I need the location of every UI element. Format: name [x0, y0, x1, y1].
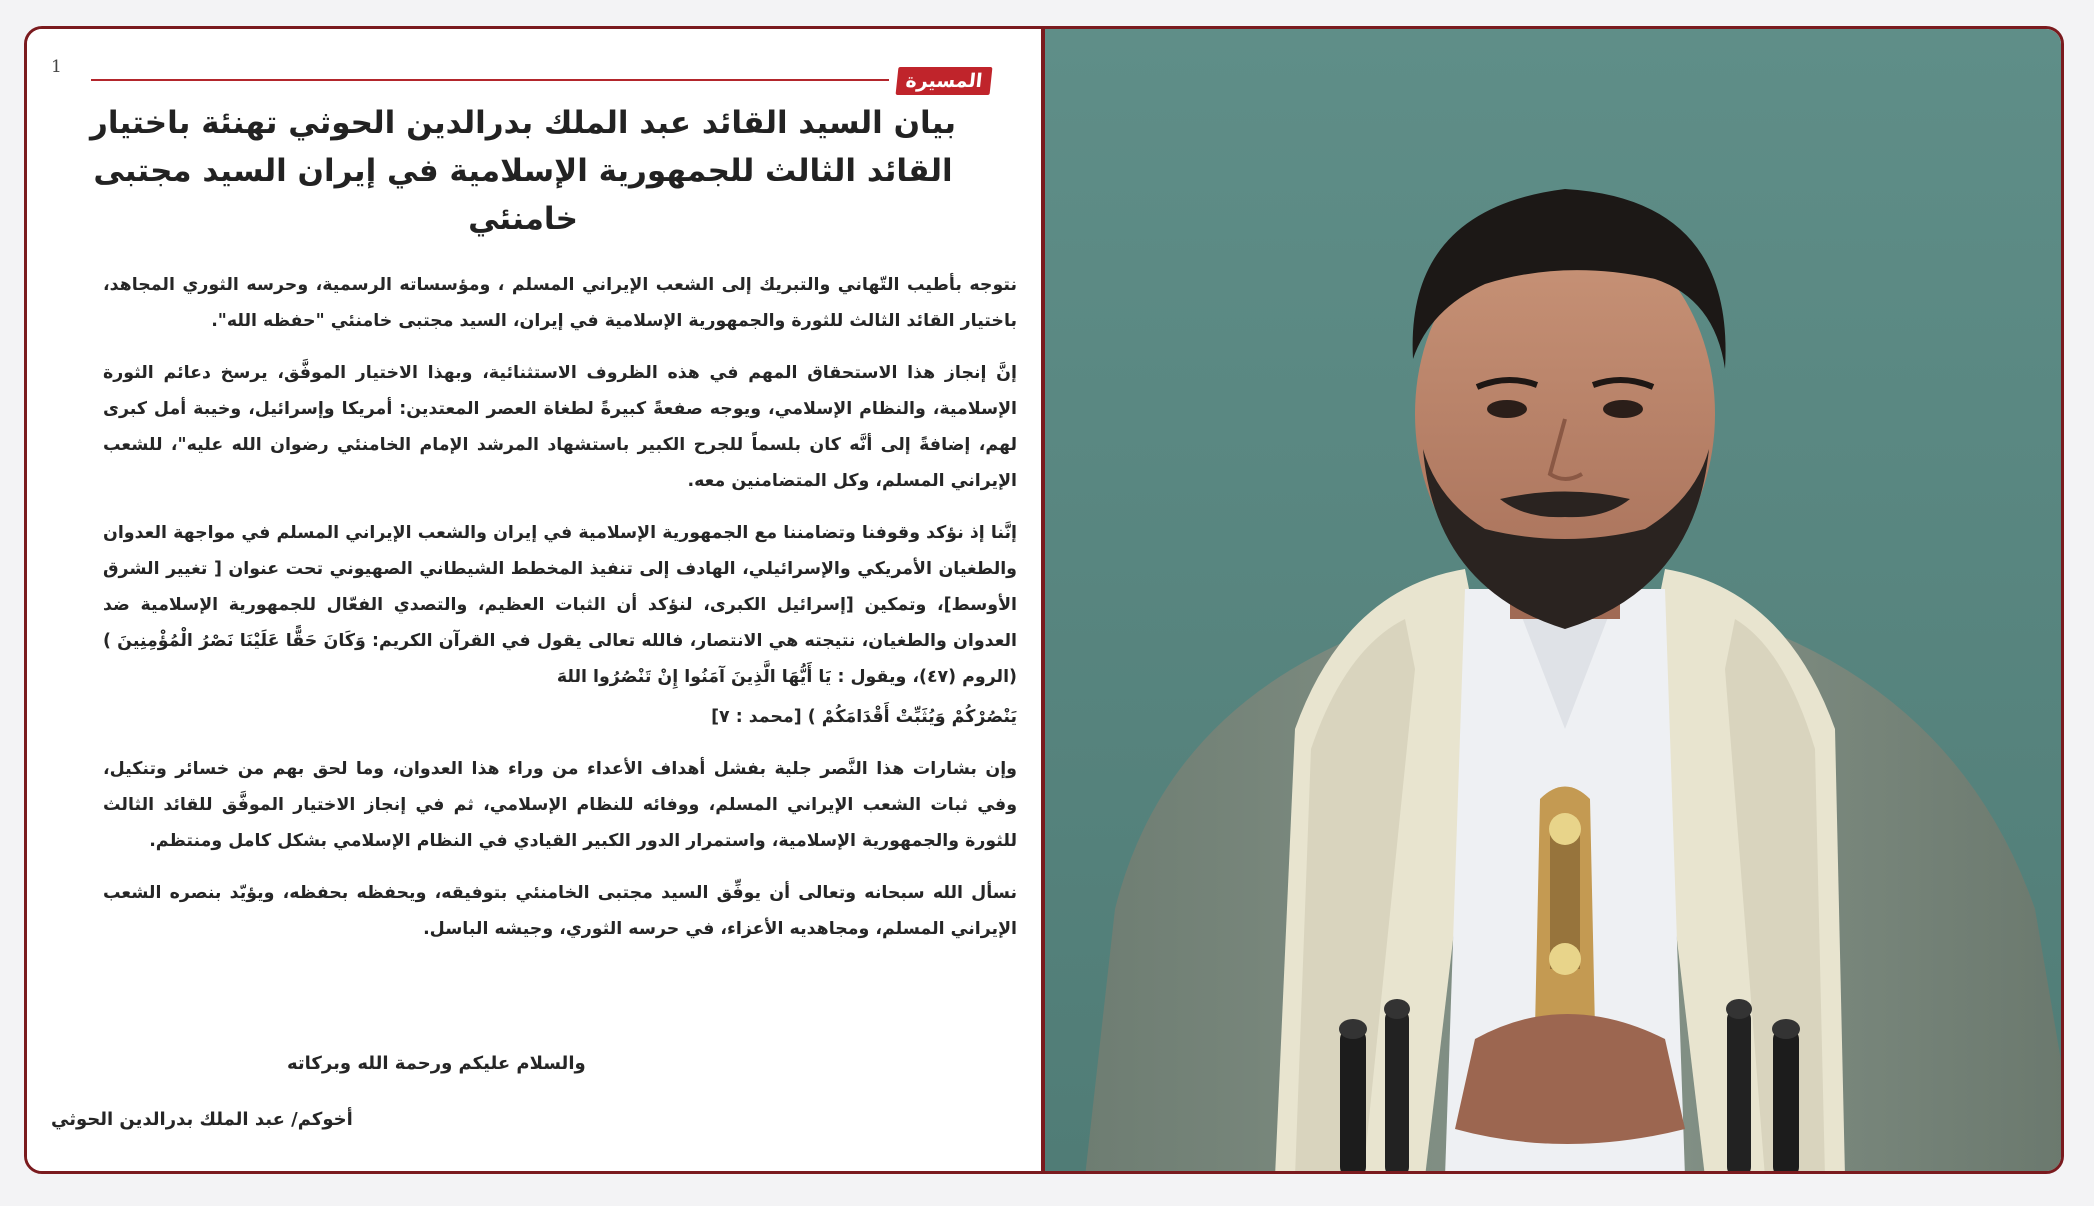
portrait-illustration	[1045, 29, 2061, 1171]
paragraph: إنَّنا إذ نؤكد وقوفنا وتضامننا مع الجمهورية الإسلامية في إيران والشعب الإيراني المسلم في مواجهة العدوان والطغيان الأمريكي والإسرائيلي، الهادف إلى تنفيذ المخطط الشيطاني الصهيوني تحت عنوان [ تغيير الشرق الأوسط]، وتمكين [إسرائيل الكبرى، لنؤكد أن الثبات العظيم، والتصدي الفعّال للجمهورية الإسلامية ضد العدوان والطغيان، نتيجته هي الانتصار، فالله تعالى يقول في القرآن الكريم: وَكَانَ حَقًّا عَلَيْنَا نَصْرُ الْمُؤْمِنِينَ ) (الروم (٤٧)، ويقول : يَا أَيُّهَا الَّذِينَ آمَنُوا إِنْ تَنْصُرُوا اللهَ	[103, 523, 1017, 687]
quran-verse: يَنْصُرْكُمْ وَيُثَبِّتْ أَقْدَامَكُمْ ) [محمد : ٧]	[711, 707, 1017, 727]
paragraph: وإن بشارات هذا النَّصر جلية بفشل أهداف الأعداء من وراء هذا العدوان، وما لحق بهم من خسائر وتنكيل، وفي ثبات الشعب الإيراني المسلم، ووفائه للنظام الإسلامي، ثم في إنجاز الاختيار الموفَّق للقائد الثالث للثورة والجمهورية الإسلامية، واستمرار الدور الكبير القيادي في النظام الإسلامي بشكل كامل ومنتظم.	[103, 759, 1017, 851]
document-body	[103, 267, 1017, 963]
signature-line: أخوكم/ عبد الملك بدرالدين الحوثي	[51, 1109, 353, 1130]
statement-document	[27, 29, 1045, 1171]
header-rule	[91, 79, 889, 81]
portrait-photo	[1045, 29, 2061, 1171]
paragraph: إنَّ إنجاز هذا الاستحقاق المهم في هذه الظروف الاستثنائية، وبهذا الاختيار الموفَّق، يرسخ دعائم الثورة الإسلامية، والنظام الإسلامي، ويوجه صفعةً كبيرةً لطغاة العصر المعتدين: أمريكا وإسرائيل، وخيبة أمل كبرى لهم، إضافةً إلى أنَّه كان بلسماً للجرح الكبير باستشهاد المرشد الإمام الخامنئي رضوان الله عليه"، للشعب الإيراني المسلم، وكل المتضامنين معه.	[103, 363, 1017, 491]
almasirah-logo: المسيرة	[896, 67, 993, 95]
page-number: 1	[51, 57, 62, 77]
paragraph: نتوجه بأطيب التّهاني والتبريك إلى الشعب الإيراني المسلم ، ومؤسساته الرسمية، وحرسه الثوري المجاهد، باختيار القائد الثالث للثورة والجمهورية الإسلامية في إيران، السيد مجتبى خامنئي "حفظه الله".	[103, 275, 1017, 331]
screenshot-frame	[24, 26, 2064, 1174]
closing-greeting: والسلام عليكم ورحمة الله وبركاته	[287, 1053, 586, 1074]
document-title: بيان السيد القائد عبد الملك بدرالدين الحوثي تهنئة باختيار القائد الثالث للجمهورية الإسلامية في إيران السيد مجتبى خامنئي	[90, 105, 956, 237]
document-header	[51, 49, 991, 92]
paragraph: نسأل الله سبحانه وتعالى أن يوفِّق السيد مجتبى الخامنئي بتوفيقه، ويحفظه بحفظه، ويؤيّد بنصره الشعب الإيراني المسلم، ومجاهديه الأعزاء، في حرسه الثوري، وجيشه الباسل.	[103, 883, 1017, 939]
